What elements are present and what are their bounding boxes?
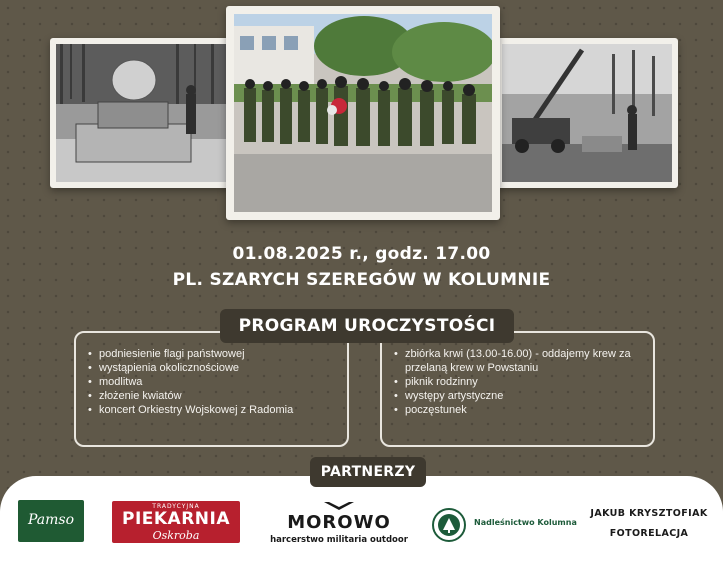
event-location: PL. SZARYCH SZEREGÓW W KOLUMNIE [172,270,551,290]
list-item: • złożenie kwiatów [88,389,333,403]
list-item: • wystąpienia okolicznościowe [88,361,333,375]
list-item: • piknik rodzinny [394,375,639,389]
photographer-role: FOTORELACJA [609,528,689,539]
nadlesnictwo-logo-name: Nadleśnictwo Kolumna [474,518,577,527]
partners-title: PARTNERZY [310,457,426,487]
ceremony-group-image [234,14,492,212]
photo-crane-archival [496,38,678,188]
morowo-logo-word: MOROWO [287,512,391,533]
event-date-time: 01.08.2025 r., godz. 17.00 [232,244,491,264]
piekarnia-logo-sub: Oskroba [152,529,200,542]
piekarnia-logo-top: TRADYCYJNA [152,503,200,510]
list-item: • modlitwa [88,375,333,389]
morowo-logo [264,500,414,546]
program-list-left [74,331,349,447]
list-item: • podniesienie flagi państwowej [88,347,333,361]
photo-monument-archival [50,38,232,188]
list-item: • koncert Orkiestry Wojskowej z Radomia [88,403,333,417]
morowo-logo-tagline: harcerstwo militaria outdoor [270,535,408,545]
piekarnia-logo [112,501,240,543]
monument-archival-image [56,44,226,182]
photographer-name: JAKUB KRYSZTOFIAK [590,508,708,519]
program-list-right [380,331,655,447]
program-title: PROGRAM UROCZYSTOŚCI [220,309,514,343]
morowo-wings-icon [324,500,354,512]
photographer-credit [584,506,714,546]
list-item: • zbiórka krwi (13.00-16.00) - oddajemy krew za przelaną krew w Powstaniu [394,347,639,375]
forest-service-emblem-icon [432,508,466,542]
list-item: • występy artystyczne [394,389,639,403]
list-item: • poczęstunek [394,403,639,417]
nadlesnictwo-logo [432,508,577,542]
photo-ceremony-group [226,6,500,220]
crane-archival-image [502,44,672,182]
pamso-logo-text: Pamso [27,512,75,528]
pamso-logo [18,500,84,542]
piekarnia-logo-main: PIEKARNIA [121,509,231,529]
